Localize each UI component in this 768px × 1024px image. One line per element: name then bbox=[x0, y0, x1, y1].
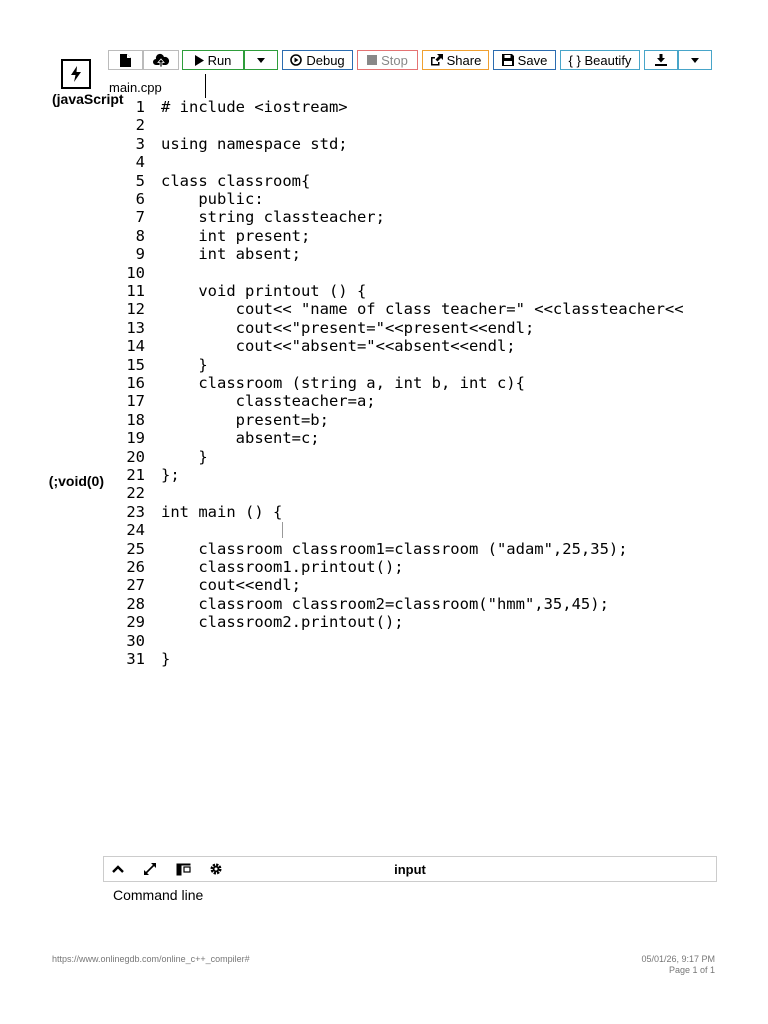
share-icon bbox=[430, 54, 443, 66]
void-link-text[interactable] bbox=[48, 473, 104, 489]
code-text: classroom classroom1=classroom ("adam",25,35); bbox=[161, 539, 628, 558]
save-label: Save bbox=[517, 52, 548, 68]
code-editor[interactable] bbox=[108, 98, 718, 678]
line-number: 28 bbox=[126, 594, 145, 613]
code-text: classroom2.printout(); bbox=[161, 613, 404, 632]
line-number: 19 bbox=[126, 429, 145, 448]
line-number: 8 bbox=[135, 226, 145, 245]
code-text: class classroom{ bbox=[161, 171, 311, 190]
new-file-button[interactable] bbox=[108, 50, 143, 70]
debug-icon bbox=[290, 54, 302, 66]
tab-divider bbox=[205, 74, 206, 98]
line-number: 31 bbox=[126, 650, 145, 668]
line-number: 29 bbox=[126, 613, 145, 632]
panel-title: input bbox=[394, 862, 426, 877]
line-number: 24 bbox=[126, 521, 145, 540]
download-button[interactable] bbox=[644, 50, 678, 70]
beautify-label: { } Beautify bbox=[568, 52, 632, 68]
stop-label: Stop bbox=[381, 52, 408, 68]
floppy-disk-icon bbox=[502, 54, 514, 66]
line-number: 3 bbox=[135, 134, 145, 153]
line-number: 17 bbox=[126, 392, 145, 411]
line-number: 12 bbox=[126, 300, 145, 319]
line-number: 11 bbox=[126, 282, 145, 300]
code-text: cout<<"present="<<present<<endl; bbox=[161, 318, 535, 337]
cloud-upload-icon bbox=[153, 54, 169, 67]
code-text: int absent; bbox=[161, 245, 301, 264]
download-options-dropdown[interactable] bbox=[678, 50, 712, 70]
code-text: # include <iostream> bbox=[161, 98, 348, 116]
code-text: int main () { bbox=[161, 502, 283, 521]
line-number: 16 bbox=[126, 374, 145, 392]
code-text: string classteacher; bbox=[161, 208, 385, 227]
caret-down-icon bbox=[691, 58, 699, 63]
line-number: 6 bbox=[135, 190, 145, 208]
upload-button[interactable] bbox=[143, 50, 179, 70]
code-text: using namespace std; bbox=[161, 134, 348, 153]
code-text: cout<< "name of class teacher=" <<classteacher<< bbox=[161, 300, 684, 319]
line-number: 15 bbox=[126, 355, 145, 374]
void-link-label: void(0);) bbox=[48, 473, 104, 489]
code-text: absent=c; bbox=[161, 429, 320, 448]
line-number: 27 bbox=[126, 576, 145, 595]
line-number: 2 bbox=[135, 116, 145, 135]
code-text: } bbox=[161, 355, 208, 374]
code-text: classteacher=a; bbox=[161, 392, 376, 411]
code-text: public: bbox=[161, 190, 264, 208]
caret-down-icon bbox=[257, 58, 265, 63]
line-number: 7 bbox=[135, 208, 145, 227]
code-text: } bbox=[161, 650, 171, 668]
line-number: 1 bbox=[135, 98, 145, 116]
file-tab-main-cpp[interactable]: main.cpp bbox=[109, 80, 162, 95]
line-number: 26 bbox=[126, 558, 145, 576]
text-cursor bbox=[282, 522, 283, 538]
line-number: 4 bbox=[135, 153, 145, 172]
share-button[interactable] bbox=[422, 50, 489, 70]
command-line-label: Command line bbox=[113, 887, 204, 903]
run-options-dropdown[interactable] bbox=[244, 50, 278, 70]
footer-url: https://www.onlinegdb.com/online_c++_compiler# bbox=[52, 954, 250, 964]
play-icon bbox=[195, 55, 204, 66]
line-number: 5 bbox=[135, 171, 145, 190]
line-number: 23 bbox=[126, 502, 145, 521]
code-text: cout<<endl; bbox=[161, 576, 301, 595]
save-button[interactable] bbox=[493, 50, 556, 70]
stop-button[interactable] bbox=[357, 50, 418, 70]
brand-link-text[interactable]: (javaScript bbox=[52, 91, 124, 107]
input-panel-header bbox=[103, 856, 717, 882]
line-number: 20 bbox=[126, 447, 145, 466]
line-number: 22 bbox=[126, 484, 145, 503]
line-number: 10 bbox=[126, 263, 145, 282]
beautify-button[interactable] bbox=[560, 50, 640, 70]
line-number: 30 bbox=[126, 631, 145, 650]
line-number: 13 bbox=[126, 318, 145, 337]
debug-label: Debug bbox=[306, 52, 345, 68]
bolt-icon bbox=[70, 66, 82, 82]
code-text: int present; bbox=[161, 226, 311, 245]
debug-button[interactable] bbox=[282, 50, 353, 70]
stop-icon bbox=[367, 55, 377, 65]
run-button[interactable] bbox=[182, 50, 244, 70]
line-number: 18 bbox=[126, 410, 145, 429]
line-number: 14 bbox=[126, 337, 145, 356]
footer-date: 05/01/26, 9:17 PM bbox=[641, 954, 715, 964]
file-icon bbox=[120, 54, 131, 67]
footer-page-number: Page 1 of 1 bbox=[668, 965, 715, 975]
code-text: void printout () { bbox=[161, 282, 367, 300]
download-icon bbox=[655, 54, 667, 66]
code-text: }; bbox=[161, 466, 180, 484]
run-label: Run bbox=[207, 52, 232, 68]
logo-button[interactable] bbox=[61, 59, 91, 89]
code-text: } bbox=[161, 447, 208, 466]
code-text: cout<<"absent="<<absent<<endl; bbox=[161, 337, 516, 356]
code-text: present=b; bbox=[161, 410, 329, 429]
code-text: classroom classroom2=classroom("hmm",35,45); bbox=[161, 594, 609, 613]
line-number: 9 bbox=[135, 245, 145, 264]
code-text: classroom1.printout(); bbox=[161, 558, 404, 576]
code-text: classroom (string a, int b, int c){ bbox=[161, 374, 525, 392]
share-label: Share bbox=[446, 52, 482, 68]
line-number: 25 bbox=[126, 539, 145, 558]
line-number: 21 bbox=[126, 466, 145, 484]
